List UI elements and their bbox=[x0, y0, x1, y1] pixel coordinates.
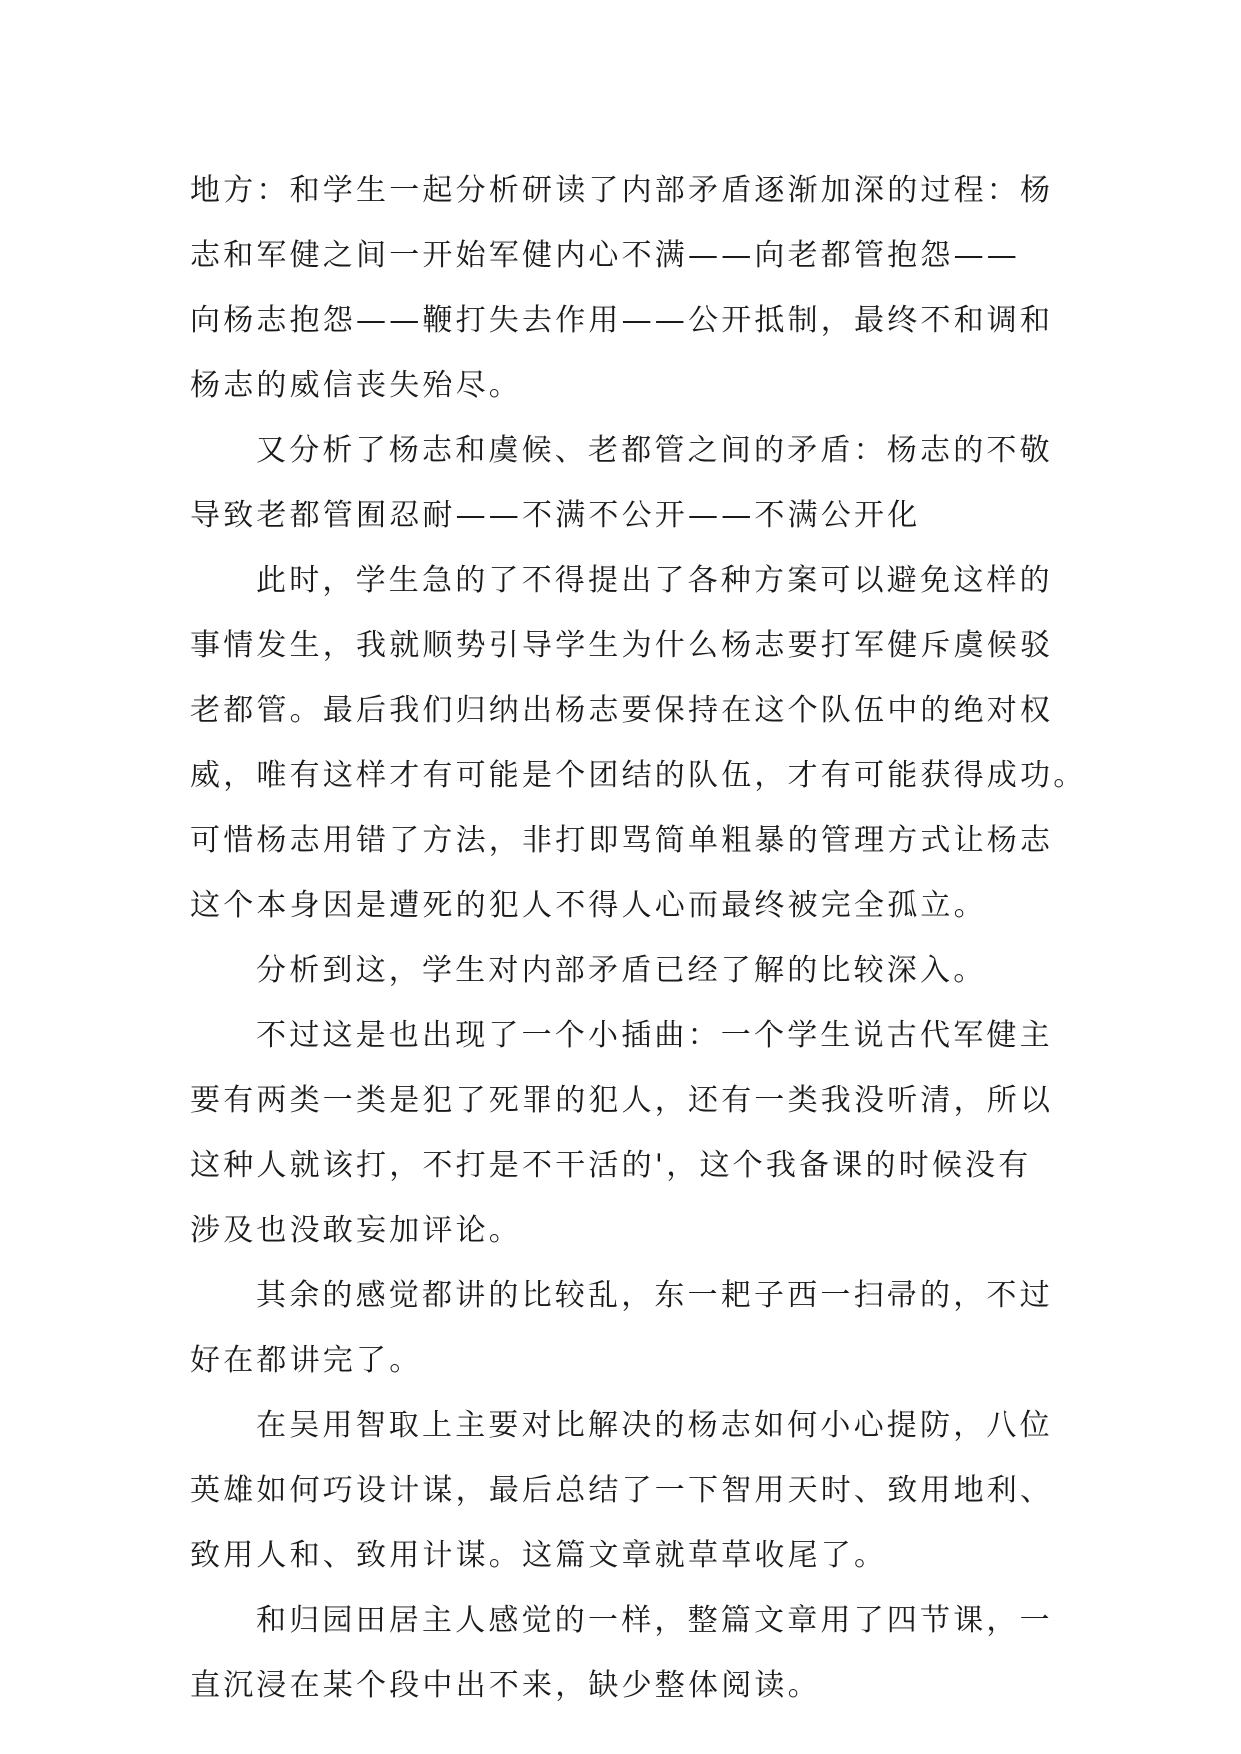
text-line: 地方：和学生一起分析研读了内部矛盾逐渐加深的过程：杨 bbox=[190, 173, 1054, 208]
text-line: 可惜杨志用错了方法，非打即骂简单粗暴的管理方式让杨志 bbox=[190, 823, 1054, 858]
text-line: 要有两类一类是犯了死罪的犯人，还有一类我没听清，所以 bbox=[190, 1083, 1054, 1118]
document-body bbox=[190, 158, 1087, 1718]
text-line: 向杨志抱怨——鞭打失去作用——公开抵制，最终不和调和 bbox=[190, 303, 1054, 338]
text-line: 老都管。最后我们归纳出杨志要保持在这个队伍中的绝对权 bbox=[190, 693, 1054, 728]
text-line: 英雄如何巧设计谋，最后总结了一下智用天时、致用地利、 bbox=[190, 1473, 1054, 1508]
text-line: 威，唯有这样才有可能是个团结的队伍，才有可能获得成功。 bbox=[190, 758, 1087, 793]
paragraph-first-line: 在吴用智取上主要对比解决的杨志如何小心提防，八位 bbox=[256, 1408, 1053, 1443]
paragraph-first-line: 又分析了杨志和虞候、老都管之间的矛盾：杨志的不敬 bbox=[256, 433, 1053, 468]
text-line: 志和军健之间一开始军健内心不满——向老都管抱怨—— bbox=[190, 238, 1020, 273]
text-line: 涉及也没敢妄加评论。 bbox=[190, 1213, 522, 1248]
text-line: 这个本身因是遭死的犯人不得人心而最终被完全孤立。 bbox=[190, 888, 987, 923]
text-line: 事情发生，我就顺势引导学生为什么杨志要打军健斥虞候驳 bbox=[190, 628, 1054, 663]
paragraph-first-line: 其余的感觉都讲的比较乱，东一耙子西一扫帚的，不过 bbox=[256, 1278, 1053, 1313]
text-line: 导致老都管囿忍耐——不满不公开——不满公开化 bbox=[190, 498, 921, 533]
paragraph-first-line: 分析到这，学生对内部矛盾已经了解的比较深入。 bbox=[256, 953, 987, 988]
text-line: 致用人和、致用计谋。这篇文章就草草收尾了。 bbox=[190, 1538, 888, 1573]
text-line: 杨志的威信丧失殆尽。 bbox=[190, 368, 522, 403]
paragraph-first-line: 和归园田居主人感觉的一样，整篇文章用了四节课，一 bbox=[256, 1603, 1053, 1638]
text-line: 这种人就该打，不打是不干活的'，这个我备课的时候没有 bbox=[190, 1148, 1032, 1183]
paragraph-first-line: 此时，学生急的了不得提出了各种方案可以避免这样的 bbox=[256, 563, 1053, 598]
paragraph-first-line: 不过这是也出现了一个小插曲：一个学生说古代军健主 bbox=[256, 1018, 1053, 1053]
text-line: 直沉浸在某个段中出不来，缺少整体阅读。 bbox=[190, 1668, 821, 1703]
text-line: 好在都讲完了。 bbox=[190, 1343, 423, 1378]
